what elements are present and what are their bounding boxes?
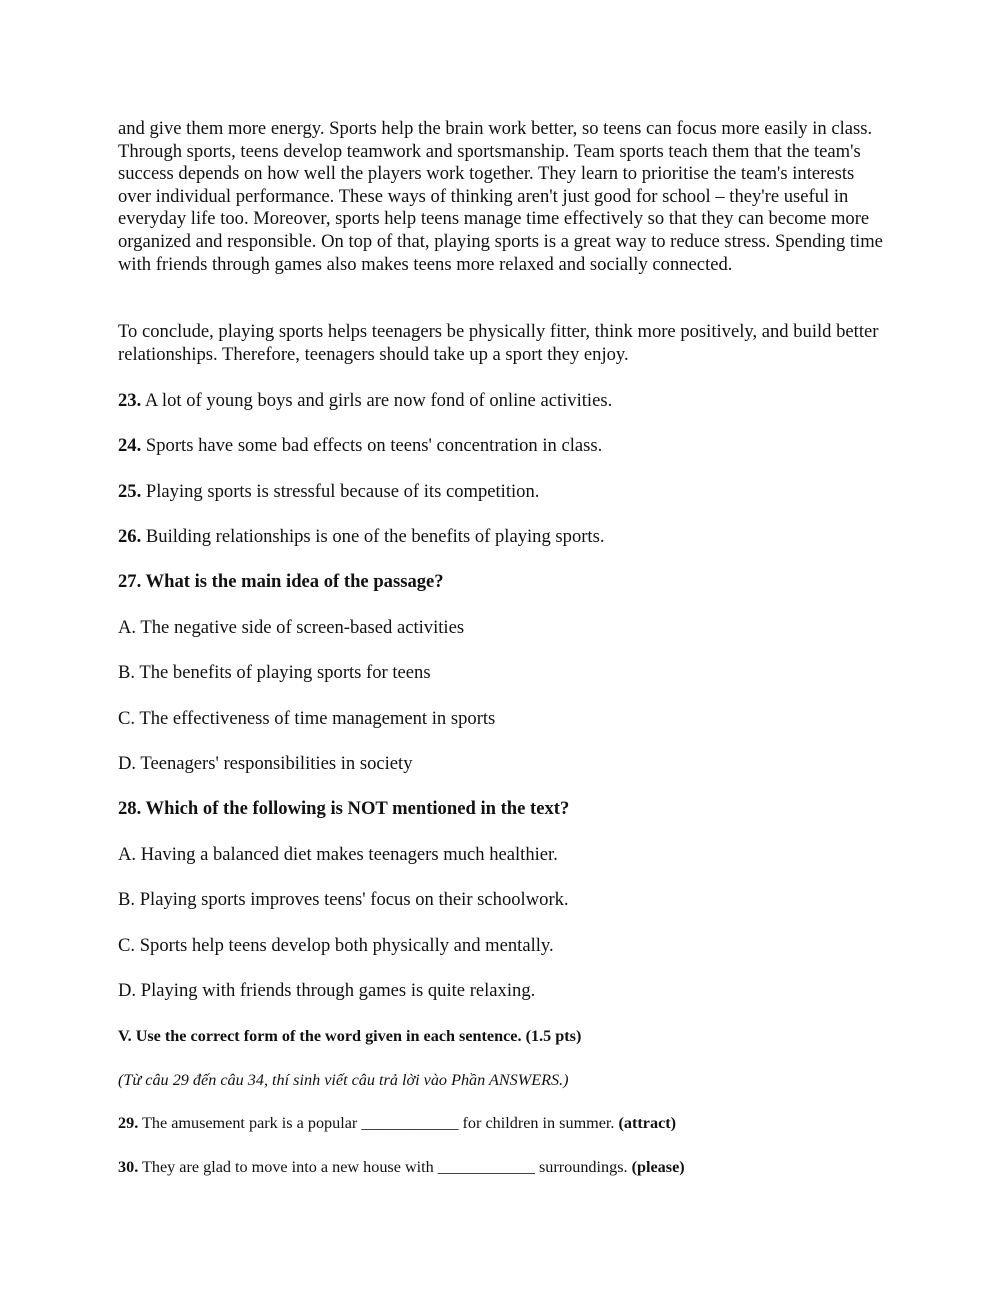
- statement-number: 24.: [118, 435, 142, 456]
- q27-option-d: D. Teenagers' responsibilities in society: [118, 753, 413, 774]
- q27-option-a: A. The negative side of screen-based activities: [118, 617, 465, 638]
- answer-blank: ____________: [361, 1114, 459, 1132]
- statement-number: 26.: [118, 526, 142, 547]
- q27-option-b: B. The benefits of playing sports for teens: [118, 662, 431, 683]
- question-27: 27. What is the main idea of the passage?: [118, 571, 444, 592]
- statement-text: A lot of young boys and girls are now fond of online activities.: [141, 390, 613, 411]
- word-cue: (please): [631, 1158, 685, 1176]
- q28-option-c: C. Sports help teens develop both physically and mentally.: [118, 935, 554, 956]
- statement-26: [118, 526, 605, 548]
- answer-blank: ____________: [437, 1158, 535, 1176]
- statement-number: 23.: [118, 390, 142, 411]
- q27-option-c: C. The effectiveness of time management in sports: [118, 708, 496, 729]
- item-text-before: The amusement park is a popular: [138, 1114, 362, 1132]
- q28-option-d: D. Playing with friends through games is quite relaxing.: [118, 980, 536, 1001]
- q28-option-b: B. Playing sports improves teens' focus on their schoolwork.: [118, 889, 569, 910]
- question-28: 28. Which of the following is NOT mentioned in the text?: [118, 798, 570, 819]
- item-30: [118, 1157, 685, 1177]
- item-number: 29.: [118, 1114, 139, 1132]
- statement-number: 25.: [118, 481, 142, 502]
- item-number: 30.: [118, 1158, 139, 1176]
- item-text-after: for children in summer.: [458, 1114, 619, 1132]
- statement-25: [118, 481, 539, 503]
- statement-text: Playing sports is stressful because of its competition.: [141, 481, 540, 502]
- statement-text: Building relationships is one of the benefits of playing sports.: [141, 526, 605, 547]
- section-5-heading: V. Use the correct form of the word given in each sentence. (1.5 pts): [118, 1027, 582, 1045]
- word-cue: (attract): [618, 1114, 677, 1132]
- statement-24: [118, 435, 602, 457]
- statement-23: [118, 390, 612, 412]
- q28-option-a: A. Having a balanced diet makes teenagers much healthier.: [118, 844, 558, 865]
- section-5-instruction: (Từ câu 29 đến câu 34, thí sinh viết câu trả lời vào Phần ANSWERS.): [118, 1071, 569, 1089]
- item-text-after: surroundings.: [534, 1158, 632, 1176]
- statement-text: Sports have some bad effects on teens' concentration in class.: [141, 435, 603, 456]
- passage-paragraph-1: and give them more energy. Sports help the brain work better, so teens can focus more easily in class. Through sports, teens develop teamwork and sportsmanship. Team sports teach them that the team's success depends on how well the players work together. They learn to prioritise the team's interests over individual performance. These ways of thinking aren't just good for school – they're useful in everyday life too. Moreover, sports help teens manage time effectively so that they can become more organized and responsible. On top of that, playing sports is a great way to reduce stress. Spending time with friends through games also makes teens more relaxed and socially connected.: [118, 118, 883, 275]
- item-29: [118, 1113, 676, 1133]
- passage-paragraph-2: To conclude, playing sports helps teenagers be physically fitter, think more positively, and build better relationships. Therefore, teenagers should take up a sport they enjoy.: [118, 321, 879, 365]
- item-text-before: They are glad to move into a new house with: [138, 1158, 438, 1176]
